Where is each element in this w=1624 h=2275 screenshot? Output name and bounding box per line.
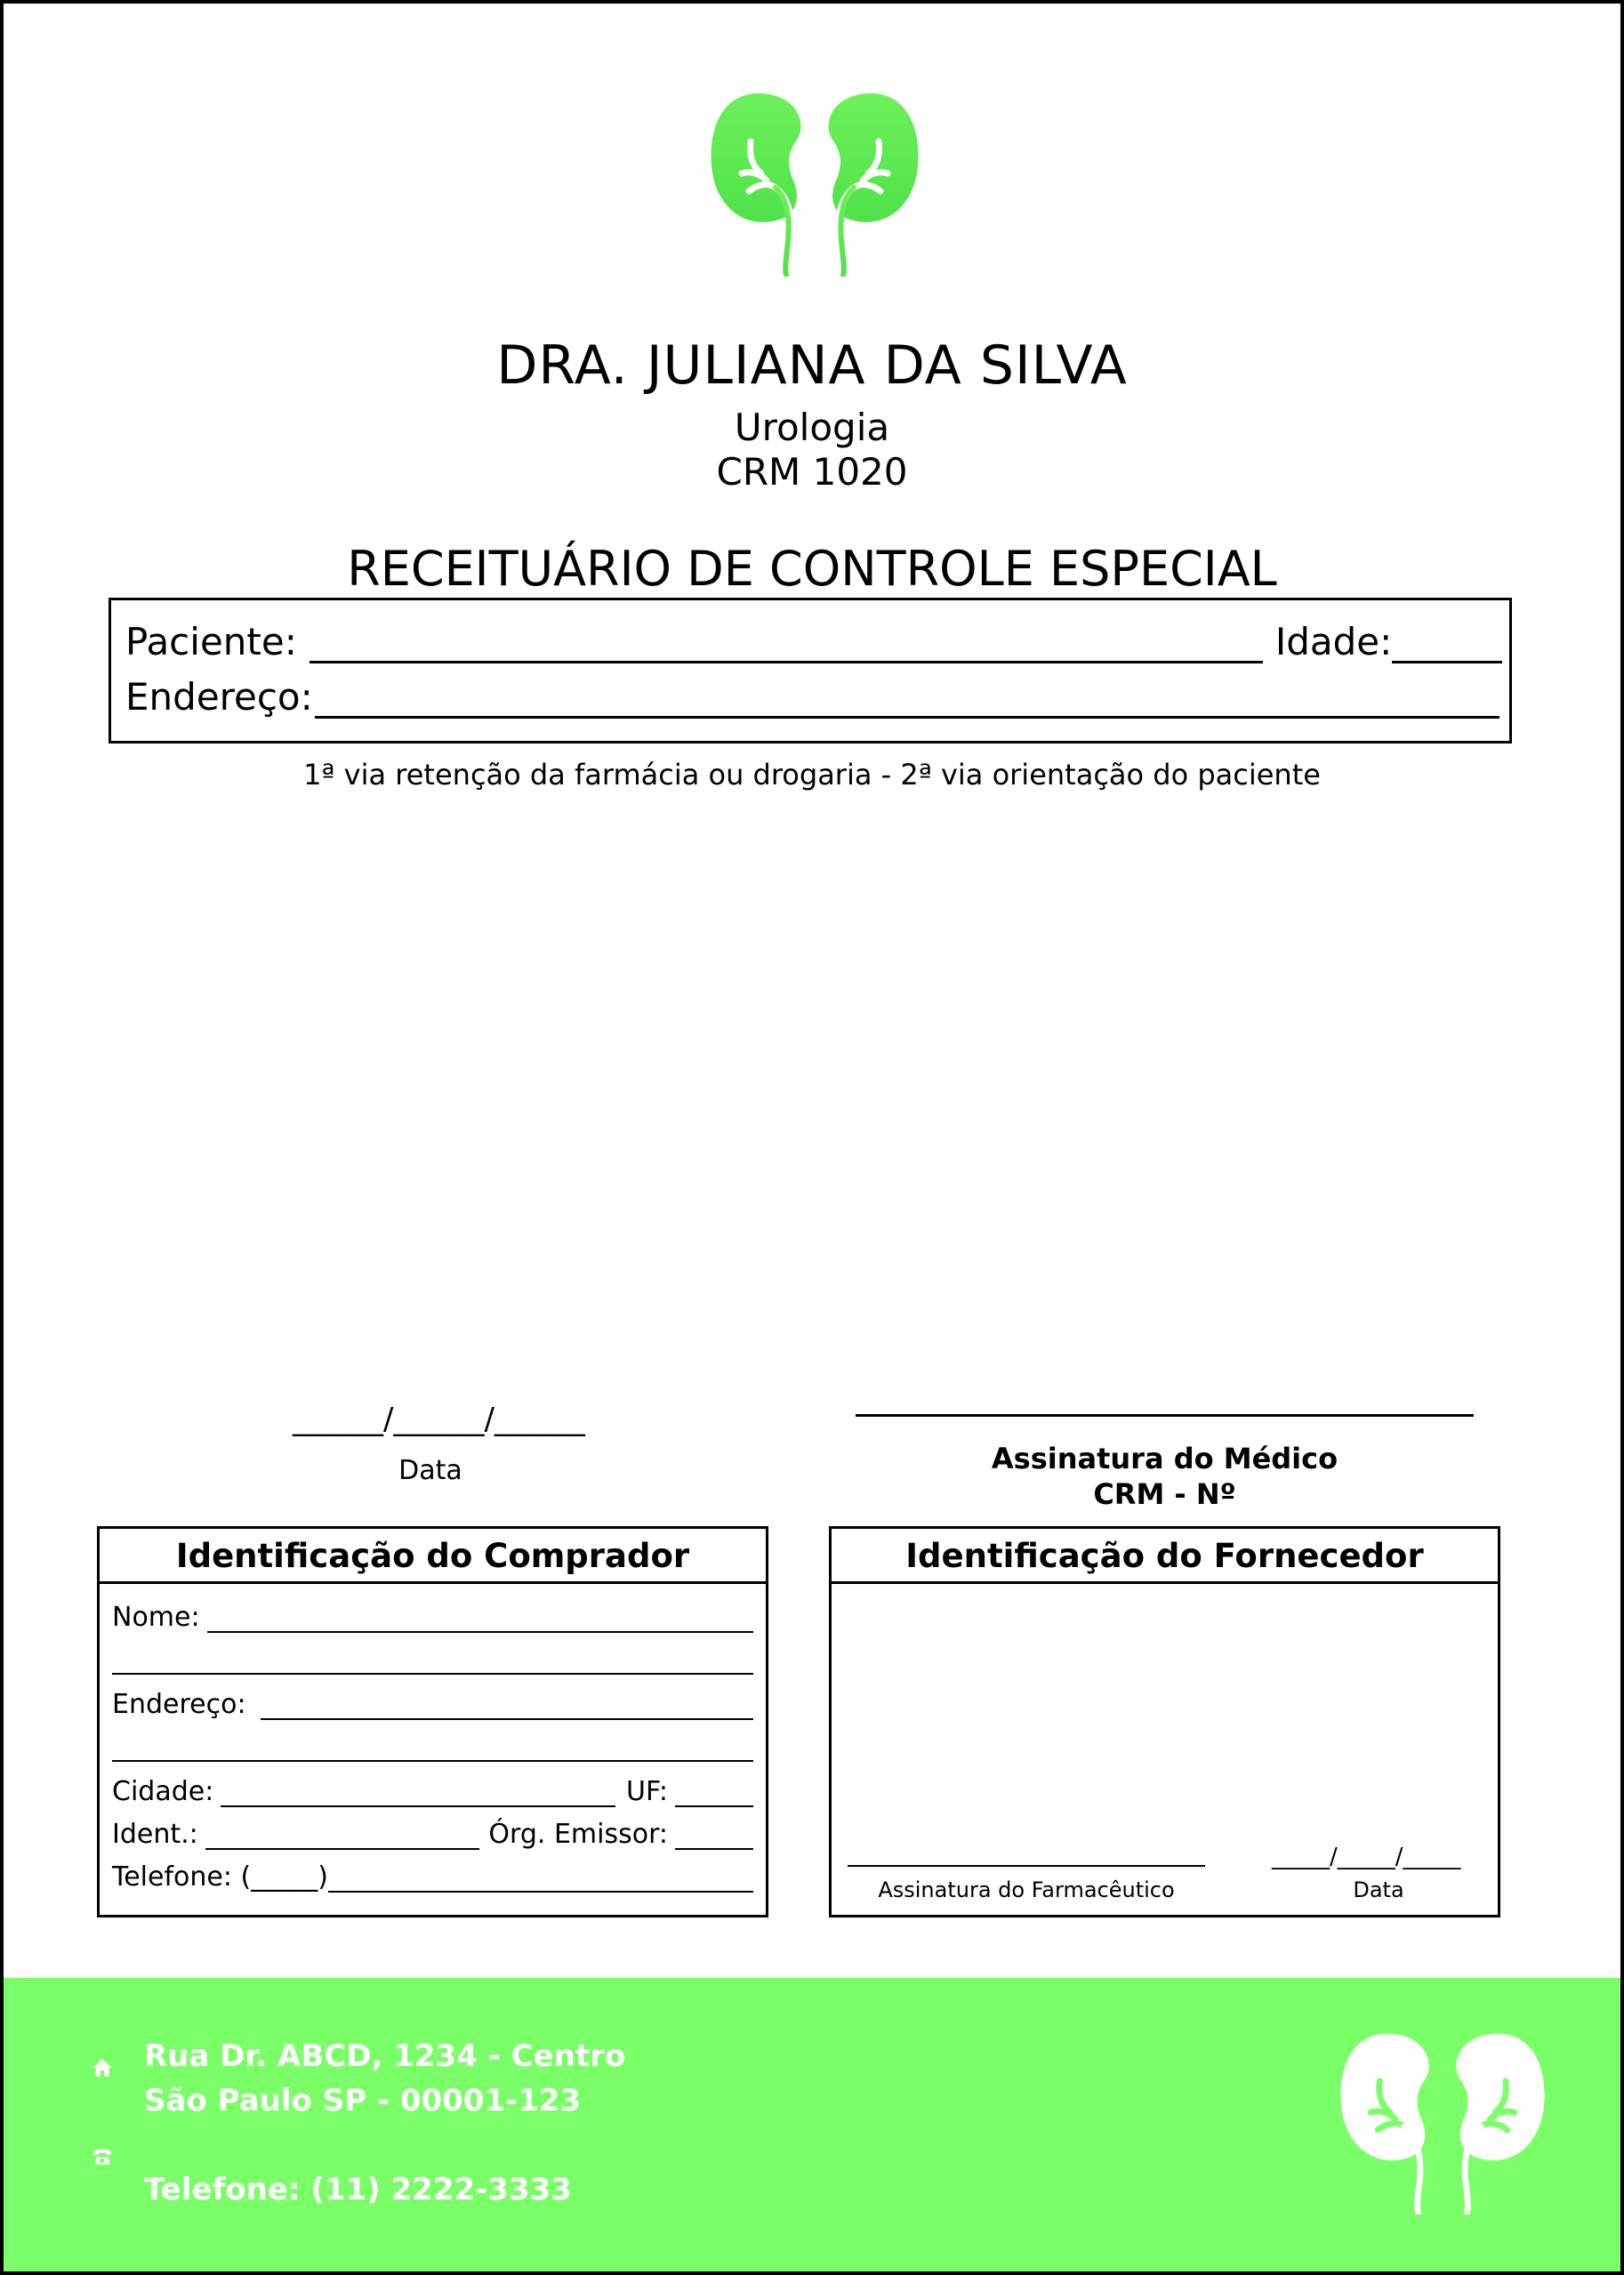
supplier-title: Identificação do Fornecedor (832, 1529, 1498, 1584)
patient-box (109, 598, 1512, 744)
buyer-uf-label: UF: (626, 1776, 668, 1807)
buyer-issuer-field[interactable] (675, 1821, 753, 1850)
footer-address-line1: Rua Dr. ABCD, 1234 - Centro (144, 2038, 626, 2074)
buyer-address-field[interactable] (261, 1692, 753, 1720)
patient-label: Paciente: (125, 620, 297, 663)
buyer-title: Identificação do Comprador (100, 1529, 766, 1584)
home-icon (91, 2056, 114, 2079)
doctor-signature-line[interactable] (856, 1414, 1474, 1417)
pharmacist-signature-label: Assinatura do Farmacêutico (878, 1877, 1175, 1902)
via-note: 1ª via retenção da farmácia ou drogaria - 2ª via orientação do paciente (303, 758, 1321, 792)
address-field[interactable] (315, 679, 1499, 719)
buyer-city-field[interactable] (221, 1779, 615, 1807)
buyer-name-field-2[interactable] (112, 1646, 753, 1675)
kidney-logo-icon (708, 88, 921, 277)
footer (4, 1978, 1620, 2271)
pharmacist-signature-line[interactable] (848, 1865, 1205, 1867)
doctor-specialty: Urologia (734, 406, 890, 449)
supplier-identification-box (829, 1526, 1500, 1917)
doctor-crm: CRM 1020 (716, 450, 908, 494)
buyer-uf-field[interactable] (675, 1779, 753, 1807)
date-label: Data (398, 1455, 462, 1486)
patient-field[interactable] (310, 623, 1263, 663)
buyer-ident-field[interactable] (205, 1821, 480, 1850)
footer-phone: Telefone: (11) 2222-3333 (144, 2172, 572, 2207)
doctor-name: DRA. JULIANA DA SILVA (496, 334, 1128, 397)
doctor-signature-block (856, 1441, 1474, 1512)
buyer-address-label: Endereço: (112, 1689, 246, 1720)
address-label: Endereço: (125, 675, 313, 719)
supplier-date-placeholder[interactable]: _____/_____/_____ (1272, 1844, 1461, 1870)
buyer-phone-label: Telefone: (_____) (112, 1861, 328, 1893)
supplier-date-label: Data (1353, 1877, 1404, 1902)
doctor-signature-label: Assinatura do Médico (991, 1442, 1339, 1475)
buyer-phone-field[interactable] (328, 1864, 753, 1893)
prescription-title: RECEITUÁRIO DE CONTROLE ESPECIAL (347, 541, 1277, 597)
buyer-issuer-label: Órg. Emissor: (488, 1819, 668, 1850)
date-placeholder[interactable]: ______/______/______ (293, 1402, 585, 1437)
buyer-identification-box (97, 1526, 768, 1917)
buyer-name-label: Nome: (112, 1602, 200, 1633)
buyer-ident-label: Ident.: (112, 1819, 198, 1850)
age-field[interactable] (1392, 623, 1502, 663)
age-label: Idade: (1274, 620, 1393, 663)
buyer-name-field[interactable] (207, 1604, 753, 1633)
phone-icon (91, 2145, 114, 2168)
buyer-address-field-2[interactable] (112, 1733, 753, 1762)
kidney-logo-icon (1338, 2028, 1548, 2215)
footer-address-line2: São Paulo SP - 00001-123 (144, 2083, 582, 2118)
crm-number-label: CRM - Nº (1093, 1477, 1236, 1511)
buyer-city-label: Cidade: (112, 1776, 214, 1807)
